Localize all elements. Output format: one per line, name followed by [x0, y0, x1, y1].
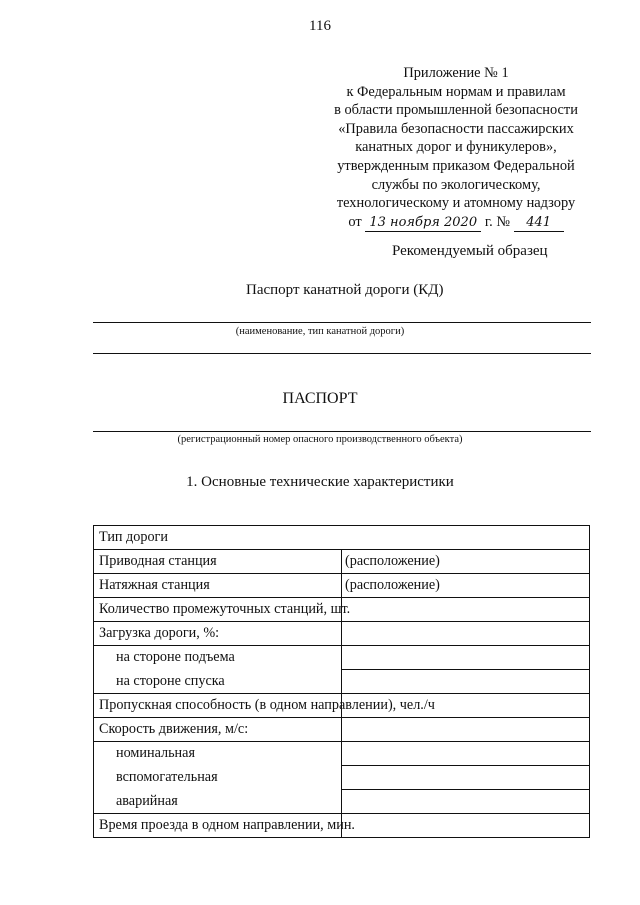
- recommended-sample-label: Рекомендуемый образец: [392, 243, 548, 259]
- table-row: [94, 718, 590, 742]
- appendix-line: Приложение № 1: [403, 65, 509, 81]
- load-cell: Загрузка дороги, %:: [94, 622, 342, 646]
- travel-time-value: [342, 814, 590, 838]
- appendix-block: [318, 64, 594, 232]
- intermediate-stations-cell: Количество промежуточных станций, шт.: [94, 598, 342, 622]
- speed-aux-value: [342, 766, 590, 790]
- table-row: [94, 814, 590, 838]
- from-label: от: [348, 213, 362, 230]
- reg-number-fill-line: [93, 431, 591, 432]
- tension-station-cell: Натяжная станция: [94, 574, 342, 598]
- speed-emergency-value: [342, 790, 590, 814]
- spec-table: [93, 525, 590, 838]
- speed-value: [342, 718, 590, 742]
- table-row: [94, 670, 590, 694]
- table-row: [94, 526, 590, 550]
- name-caption: (наименование, тип канатной дороги): [235, 326, 405, 337]
- table-row: [94, 622, 590, 646]
- table-row: [94, 694, 590, 718]
- table-row: [94, 646, 590, 670]
- speed-cell: Скорость движения, м/с:: [94, 718, 342, 742]
- table-row: [94, 766, 590, 790]
- appendix-line: «Правила безопасности пассажирских: [338, 120, 574, 137]
- name-fill-line: [93, 322, 591, 323]
- reg-number-caption: (регистрационный номер опасного производственного объекта): [177, 434, 463, 445]
- table-row: [94, 742, 590, 766]
- speed-emergency-cell: аварийная: [94, 790, 342, 814]
- speed-nominal-cell: номинальная: [94, 742, 342, 766]
- appendix-line: утвержденным приказом Федеральной: [337, 157, 575, 174]
- capacity-cell: Пропускная способность (в одном направлении), чел./ч: [94, 694, 342, 718]
- drive-station-cell: Приводная станция: [94, 550, 342, 574]
- table-row: [94, 574, 590, 598]
- handwritten-date: 13 ноября 2020: [365, 215, 481, 232]
- appendix-line: технологическому и атомному надзору: [336, 195, 576, 212]
- passport-title: ПАСПОРТ: [282, 390, 358, 407]
- order-date-line: [318, 213, 594, 232]
- appendix-line: канатных дорог и фуникулеров»,: [355, 139, 557, 156]
- appendix-line: к Федеральным нормам и правилам: [346, 83, 566, 100]
- load-down-value: [342, 670, 590, 694]
- page-number: 116: [309, 18, 331, 34]
- load-down-cell: на стороне спуска: [94, 670, 342, 694]
- handwritten-number: 441: [514, 215, 564, 232]
- tension-station-value: (расположение): [342, 574, 590, 598]
- kd-title: Паспорт канатной дороги (КД): [246, 282, 444, 298]
- road-type-cell: Тип дороги: [94, 526, 590, 550]
- table-row: [94, 598, 590, 622]
- speed-aux-cell: вспомогательная: [94, 766, 342, 790]
- table-row: [94, 790, 590, 814]
- intermediate-stations-value: [342, 598, 590, 622]
- section-title: 1. Основные технические характеристики: [186, 474, 454, 490]
- name-fill-line-2: [93, 353, 591, 354]
- appendix-line: службы по экологическому,: [371, 176, 541, 193]
- year-number-label: г. №: [484, 213, 511, 230]
- load-up-cell: на стороне подъема: [94, 646, 342, 670]
- travel-time-cell: Время проезда в одном направлении, мин.: [94, 814, 342, 838]
- load-up-value: [342, 646, 590, 670]
- table-row: [94, 550, 590, 574]
- appendix-line: в области промышленной безопасности: [334, 102, 578, 119]
- load-value: [342, 622, 590, 646]
- drive-station-value: (расположение): [342, 550, 590, 574]
- speed-nominal-value: [342, 742, 590, 766]
